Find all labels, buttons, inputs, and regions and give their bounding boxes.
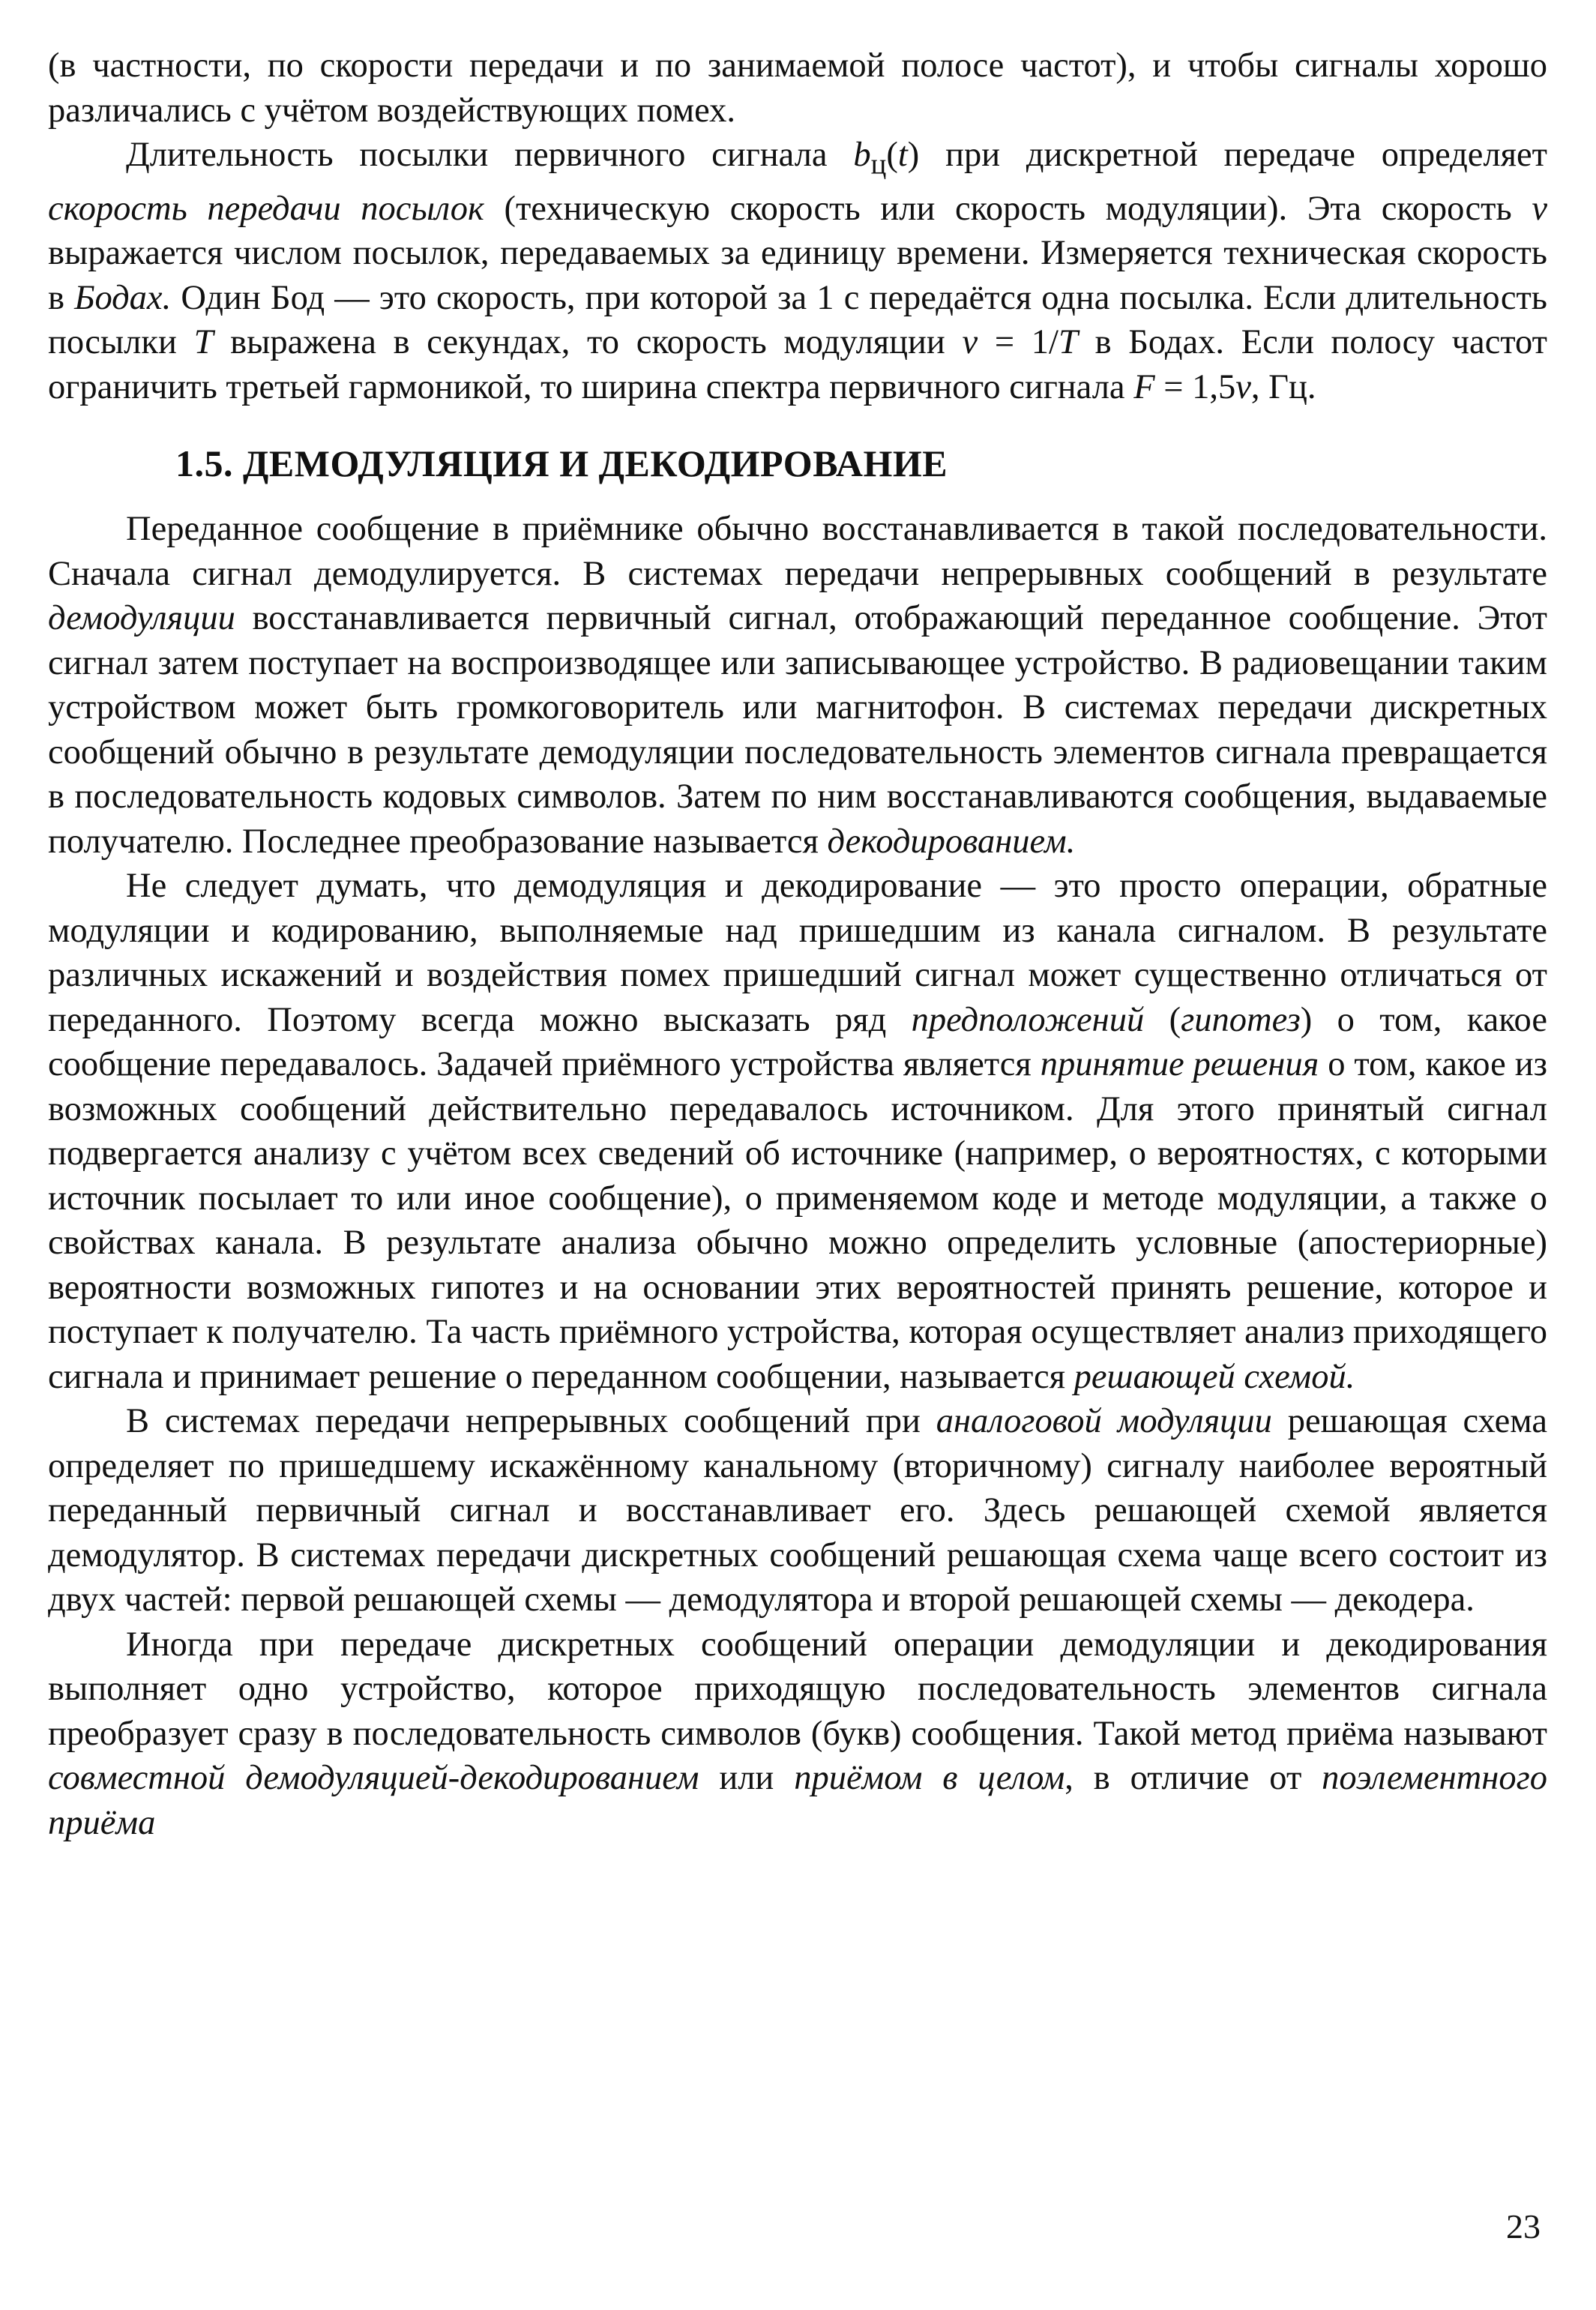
text-run: Длительность посылки первичного сигнала (126, 136, 854, 174)
text-run: В системах передачи непрерывных сообщений при (126, 1402, 936, 1441)
emphasized-term: приёмом в целом (794, 1759, 1065, 1798)
emphasized-term: T (193, 323, 214, 362)
text-run: = 1/ (978, 323, 1059, 362)
emphasized-term: предположений (911, 1000, 1145, 1039)
section-heading: 1.5. ДЕМОДУЛЯЦИЯ И ДЕКОДИРОВАНИЕ (175, 442, 948, 485)
emphasized-term: v (962, 323, 978, 362)
text-run: восстанавливается первичный сигнал, отображающий переданное сообщение. Этот сигнал затем поступает на воспроизводящее или записывающее устройство. В радиовещании таким устройством может быть громкоговоритель или магнитофон. В системах передачи дискретных сообщений обычно в результате демодуляции последовательность элементов сигнала превращается в последовательность кодовых символов. Затем по ним восстанавливаются сообщения, выдаваемые получателю. Последнее преобразование называется (48, 599, 1547, 861)
emphasized-term: t (897, 136, 908, 174)
emphasized-term: гипотез (1181, 1000, 1301, 1039)
emphasized-term: принятие решения (1040, 1045, 1319, 1084)
emphasized-term: совместной демодуляцией-декодированием (48, 1759, 699, 1798)
text-run: ) при дискретной передаче определяет (907, 136, 1547, 174)
emphasized-term: аналоговой модуляции (936, 1402, 1272, 1441)
text-run: в Бодах. Если полосу частот ограничить третьей гармоникой, то ширина спектра первичного сигнала (48, 323, 1547, 406)
emphasized-term: T (1058, 323, 1078, 362)
text-run: Иногда при передаче дискретных сообщений операции демодуляции и декодирования выполняет одно устройство, которое приходящую последовательность элементов сигнала преобразует сразу в последовательность символов (букв) сообщения. Такой метод приёма называют (48, 1625, 1547, 1753)
emphasized-term: поэлементного приёма (48, 1759, 1547, 1842)
text-run: ( (1144, 1000, 1181, 1039)
text-run: (в частности, по скорости передачи и по занимаемой полосе частот), и чтобы сигналы хорошо различались с учётом воздействующих помех. (48, 46, 1547, 130)
text-run: Не следует думать, что демодуляция и декодирование — это просто операции, обратные модуляции и кодированию, выполняемые над пришедшим из канала сигналом. В результате различных искажений и воздействия помех пришедший сигнал может существенно отличаться от переданного. Поэтому всегда можно высказать ряд (48, 867, 1547, 1039)
emphasized-term: F (1133, 367, 1155, 406)
emphasized-term: решающей схемой. (1073, 1357, 1355, 1396)
paragraph (48, 864, 1547, 1399)
subscript: ц (870, 148, 887, 181)
emphasized-term: Бодах. (74, 278, 172, 317)
paragraph (48, 1399, 1547, 1622)
emphasized-term: b (853, 136, 871, 174)
text-run: , в отличие от (1064, 1759, 1322, 1798)
emphasized-term: демодуляции (48, 599, 235, 638)
text-run: выражена в секундах, то скорость модуляции (213, 323, 963, 362)
emphasized-term: скорость передачи посылок (48, 189, 484, 228)
section-paragraphs (48, 507, 1547, 1845)
text-run: (техническую скорость или скорость модуляции). Эта скорость (484, 189, 1532, 228)
text-run: выражается числом посылок, передаваемых за единицу времени. Измеряется техническая скорость в (48, 234, 1547, 317)
page-number: 23 (1506, 2207, 1541, 2246)
paragraph (48, 1622, 1547, 1846)
emphasized-term: v (1532, 189, 1547, 228)
document-page (48, 43, 1547, 1845)
text-run: Один Бод — это скорость, при которой за 1 с передаётся одна посылка. Если длительность посылки (48, 278, 1547, 362)
text-run: о том, какое из возможных сообщений действительно передавалось источником. Для этого принятый сигнал подвергается анализу с учётом всех сведений об источнике (например, о вероятностях, с которыми источник посылает то или иное сообщение), о применяемом коде и методе модуляции, а также о свойствах канала. В результате анализа обычно можно определить условные (апостериорные) вероятности возможных гипотез и на основании этих вероятностей принять решение, которое и поступает к получателю. Та часть приёмного устройства, которая осуществляет анализ приходящего сигнала и принимает решение о переданном сообщении, называется (48, 1045, 1547, 1396)
emphasized-term: v (1235, 367, 1251, 406)
paragraph (48, 133, 1547, 409)
text-run: ( (886, 136, 898, 174)
emphasized-term: декодированием. (827, 822, 1076, 861)
text-run: решающая схема определяет по пришедшему искажённому канальному (вторичному) сигналу наиболее вероятный переданный первичный сигнал и восстанавливает его. Здесь решающей схемой является демодулятор. В системах передачи дискретных сообщений решающая схема чаще всего состоит из двух частей: первой решающей схемы — демодулятора и второй решающей схемы — декодера. (48, 1402, 1547, 1619)
text-run: Переданное сообщение в приёмнике обычно восстанавливается в такой последовательности. Сначала сигнал демодулируется. В системах передачи непрерывных сообщений в результате (48, 510, 1547, 593)
intro-paragraphs (48, 43, 1547, 409)
text-run: ) о том, какое сообщение передавалось. Задачей приёмного устройства является (48, 1000, 1547, 1084)
text-run: , Гц. (1250, 367, 1316, 406)
text-run: или (699, 1759, 795, 1798)
paragraph (48, 43, 1547, 133)
paragraph (48, 507, 1547, 864)
text-run: = 1,5 (1154, 367, 1236, 406)
